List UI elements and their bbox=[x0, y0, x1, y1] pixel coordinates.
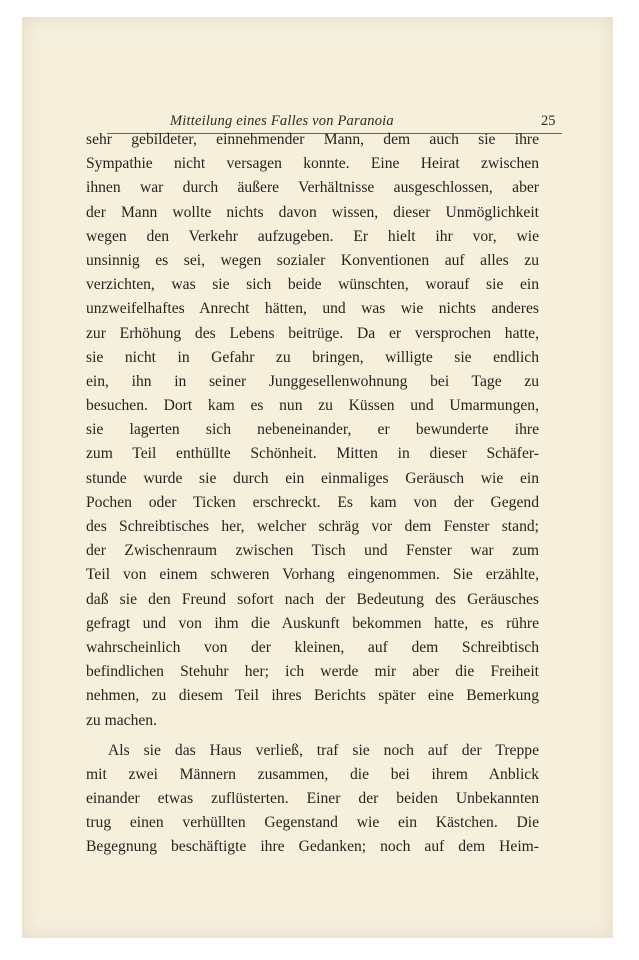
text-line: verzichten, was sie sich beide wünschten, worauf sie ein bbox=[86, 276, 539, 294]
text-line: der Mann wollte nichts davon wissen, dieser Unmöglichkeit bbox=[86, 203, 539, 221]
text-line: wahrscheinlich von der kleinen, auf dem Schreibtisch bbox=[86, 638, 539, 656]
text-line: unsinnig es sei, wegen sozialer Konventionen auf alles zu bbox=[86, 251, 539, 269]
text-line: ein, ihn in seiner Junggesellenwohnung bei Tage zu bbox=[86, 372, 539, 390]
text-line: gefragt und von ihm die Auskunft bekommen hatte, es rühre bbox=[86, 614, 539, 632]
paragraph-2 bbox=[86, 739, 539, 860]
text-line: daß sie den Freund sofort nach der Bedeutung des Geräusches bbox=[86, 590, 539, 608]
text-line: mit zwei Männern zusammen, die bei ihrem Anblick bbox=[86, 765, 539, 783]
text-line: des Schreibtisches her, welcher schräg vor dem Fenster stand; bbox=[86, 518, 539, 535]
text-line: sie lagerten sich nebeneinander, er bewunderte ihre bbox=[86, 421, 539, 439]
text-line: stunde wurde sie durch ein einmaliges Geräusch wie ein bbox=[86, 469, 539, 487]
text-line: unzweifelhaftes Anrecht hätten, und was wie nichts anderes bbox=[86, 300, 539, 318]
text-line: sehr gebildeter, einnehmender Mann, dem auch sie ihre bbox=[86, 131, 539, 148]
text-line: zum Teil enthüllte Schönheit. Mitten in dieser Schäfer- bbox=[86, 445, 539, 463]
text-line: trug einen verhüllten Gegenstand wie ein Kästchen. Die bbox=[86, 814, 539, 832]
text-line: sie nicht in Gefahr zu bringen, willigte sie endlich bbox=[86, 348, 539, 366]
text-line: der Zwischenraum zwischen Tisch und Fenster war zum bbox=[86, 542, 539, 560]
text-line: nehmen, zu diesem Teil ihres Berichts später eine Bemerkung bbox=[86, 687, 539, 705]
text-line: wegen den Verkehr aufzugeben. Er hielt ihr vor, wie bbox=[86, 227, 539, 245]
text-line: besuchen. Dort kam es nun zu Küssen und Umarmungen, bbox=[86, 397, 539, 415]
text-line: Begegnung beschäftigte ihre Gedanken; noch auf dem Heim- bbox=[86, 838, 539, 856]
text-line: Teil von einem schweren Vorhang eingenommen. Sie erzählte, bbox=[86, 566, 539, 584]
page-number: 25 bbox=[541, 113, 556, 129]
text-line: Als sie das Haus verließ, traf sie noch auf der Treppe bbox=[108, 741, 539, 759]
paragraph-1 bbox=[86, 128, 539, 733]
text-line: Pochen oder Ticken erschreckt. Es kam von der Gegend bbox=[86, 493, 539, 511]
text-line: befindlichen Stehuhr her; ich werde mir aber die Freiheit bbox=[86, 663, 539, 681]
running-title: Mitteilung eines Falles von Paranoia bbox=[170, 113, 394, 129]
body-text bbox=[86, 128, 539, 860]
text-line: zu machen. bbox=[86, 711, 158, 729]
text-line: ihnen war durch äußere Verhältnisse ausgeschlossen, aber bbox=[86, 179, 539, 197]
text-line: Sympathie nicht versagen konnte. Eine Heirat zwischen bbox=[86, 155, 539, 173]
text-line: zur Erhöhung des Lebens beitrüge. Da er versprochen hatte, bbox=[86, 324, 539, 342]
text-line: einander etwas zuflüsterten. Einer der beiden Unbekannten bbox=[86, 790, 539, 808]
